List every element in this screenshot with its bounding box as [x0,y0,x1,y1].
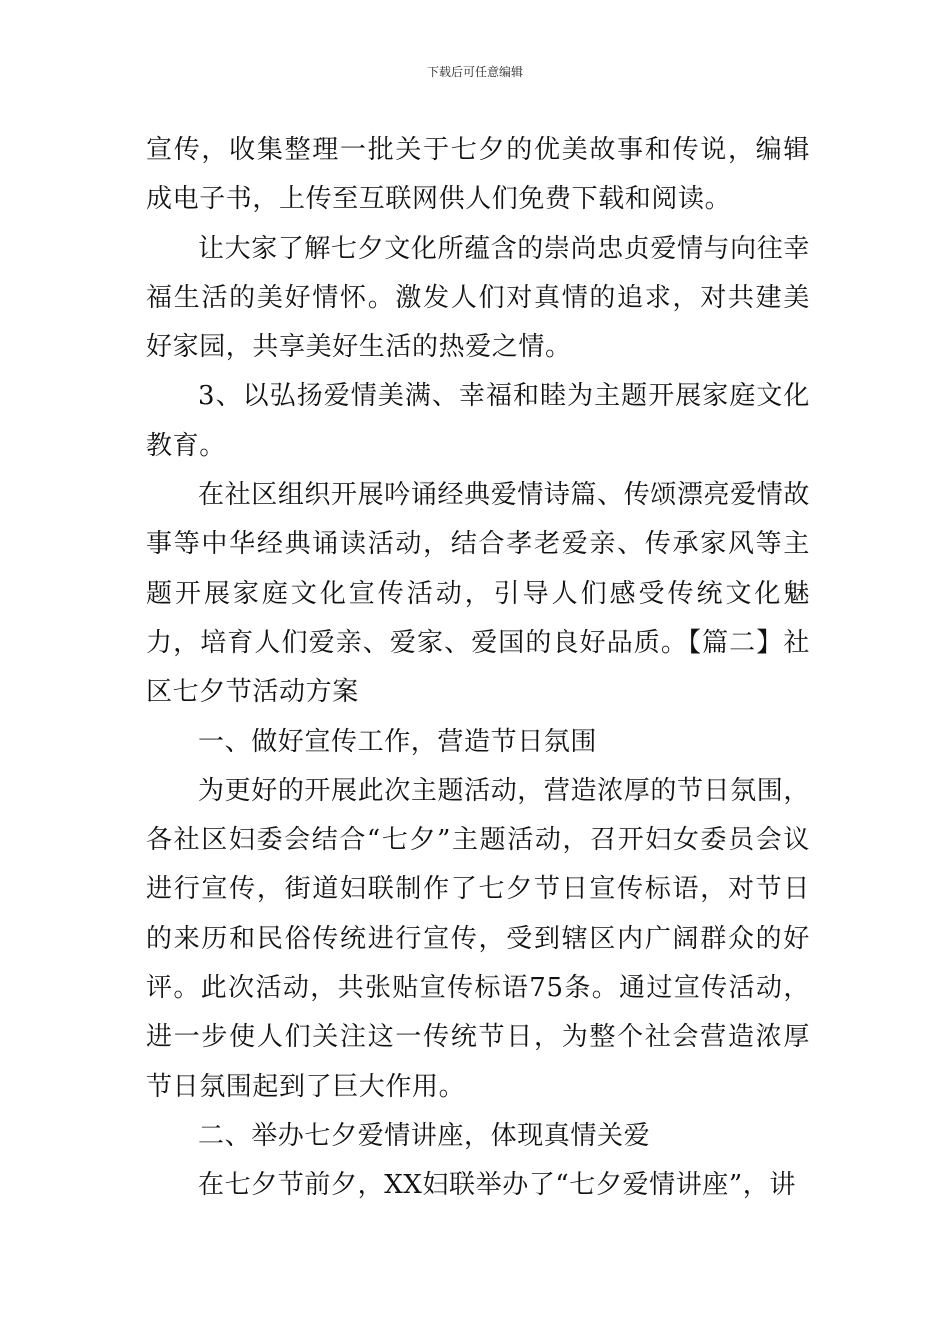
section-heading-2: 二、举办七夕爱情讲座，体现真情关爱 [198,1120,651,1151]
document-body [146,126,810,1211]
paragraph-1: 宣传，收集整理一批关于七夕的优美故事和传说，编辑成电子书，上传至互联网供人们免费下载和阅读。 [146,135,810,215]
paragraph-6: 在七夕节前夕，XX妇联举办了“七夕爱情讲座”，讲 [198,1170,797,1201]
paragraph-2: 让大家了解七夕文化所蕴含的崇尚忠贞爱情与向往幸福生活的美好情怀。激发人们对真情的追求，对共建美好家园，共享美好生活的热爱之情。 [146,233,810,363]
paragraph-3: 3、以弘扬爱情美满、幸福和睦为主题开展家庭文化教育。 [146,381,810,461]
paragraph-4: 在社区组织开展吟诵经典爱情诗篇、传颂漂亮爱情故事等中华经典诵读活动，结合孝老爱亲、传承家风等主题开展家庭文化宣传活动，引导人们感受传统文化魅力，培育人们爱亲、爱家、爱国的良好品质。【篇二】社区七夕节活动方案 [146,480,810,708]
section-heading-1: 一、做好宣传工作，营造节日氛围 [198,726,598,757]
page-header: 下载后可任意编辑 [426,65,523,79]
paragraph-5: 为更好的开展此次主题活动，营造浓厚的节日氛围，各社区妇委会结合“七夕”主题活动，召开妇女委员会议进行宣传，街道妇联制作了七夕节日宣传标语，对节日的来历和民俗传统进行宣传，受到辖区内广阔群众的好评。此次活动，共张贴宣传标语75条。通过宣传活动，进一步使人们关注这一传统节日，为整个社会营造浓厚节日氛围起到了巨大作用。 [146,775,810,1102]
